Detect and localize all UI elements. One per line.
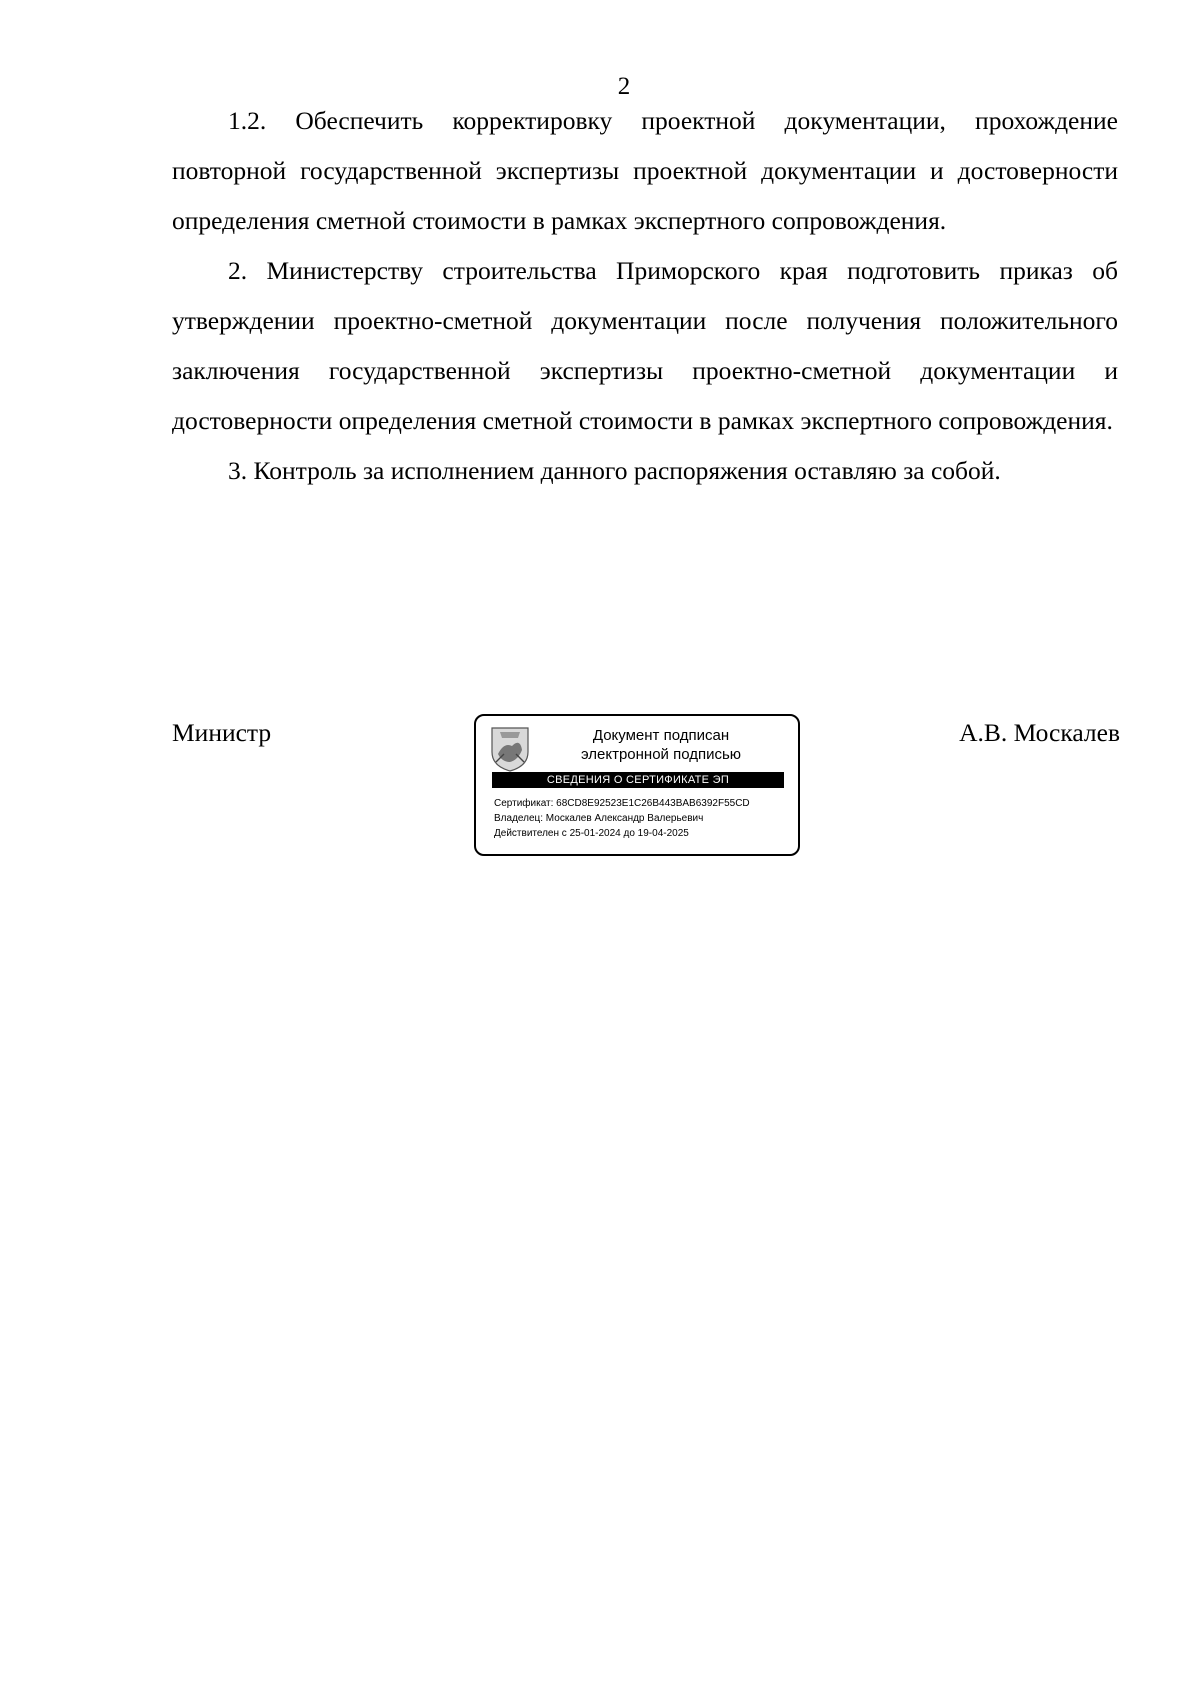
stamp-certificate-bar: СВЕДЕНИЯ О СЕРТИФИКАТЕ ЭП [492, 772, 784, 788]
stamp-owner: Владелец: Москалев Александр Валерьевич [494, 813, 704, 824]
stamp-details [494, 796, 794, 841]
stamp-validity: Действителен с 25-01-2024 до 19-04-2025 [494, 828, 689, 839]
paragraph-2: 2. Министерству строительства Приморского края подготовить приказ об утверждении проектно-сметной документации после получения положительного заключения государственной экспертизы проектно-сметной документации и достоверности определения сметной стоимости в рамках экспертного сопровождения. [172, 256, 1118, 435]
document-body [172, 96, 1118, 496]
paragraph-1-2: 1.2. Обеспечить корректировку проектной документации, прохождение повторной государственной экспертизы проектной документации и достоверности определения сметной стоимости в рамках экспертного сопровождения. [172, 106, 1118, 235]
stamp-certificate: Сертификат: 68CD8E92523E1C26B443BAB6392F55CD [494, 798, 750, 809]
electronic-signature-stamp [474, 714, 800, 856]
page-number: 2 [617, 73, 631, 100]
coat-of-arms-icon [490, 724, 530, 772]
signer-title: Министр [172, 718, 272, 747]
stamp-heading-line-1: Документ подписан [592, 727, 730, 744]
signer-name: А.В. Москалев [959, 718, 1120, 747]
stamp-heading-line-2: электронной подписью [580, 746, 742, 763]
paragraph-3: 3. Контроль за исполнением данного распоряжения оставляю за собой. [228, 456, 1001, 485]
stamp-heading [536, 726, 786, 764]
